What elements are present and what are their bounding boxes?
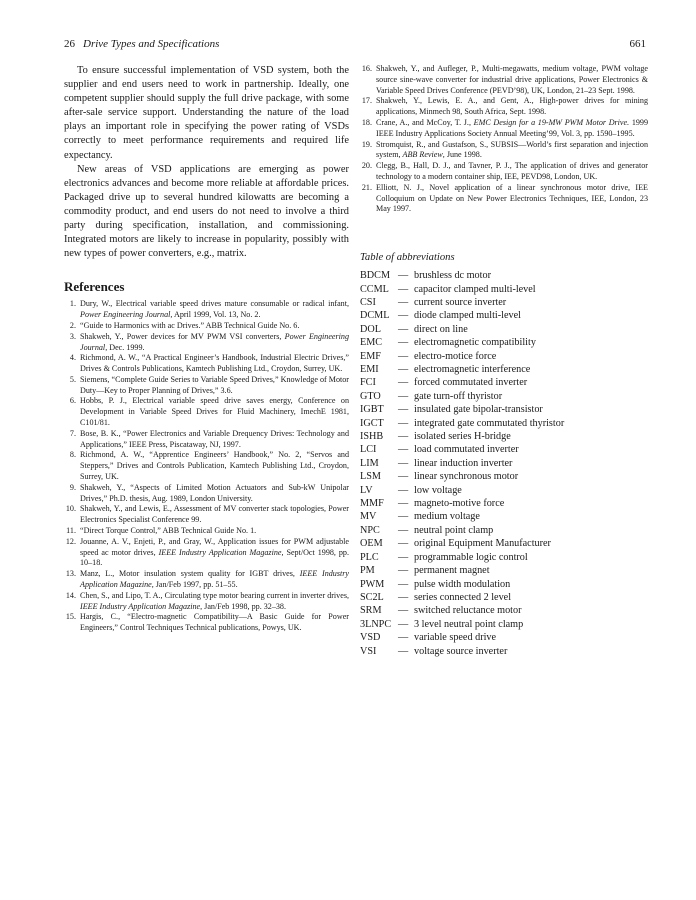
- reference-source: EMC Design for a 19-MW PWM Motor Drive.: [473, 117, 630, 127]
- chapter-title: Drive Types and Specifications: [83, 38, 220, 50]
- abbreviation-row: [360, 484, 648, 497]
- reference-number: 7.: [69, 428, 76, 438]
- abbreviation-row: [360, 564, 648, 577]
- abbreviation-dash: —: [398, 444, 409, 456]
- abbreviation-description: integrated gate commutated thyristor: [414, 417, 565, 429]
- abbreviations-list: [360, 269, 648, 658]
- abbreviation-dash: —: [398, 283, 409, 295]
- reference-text: Crane, A., and McCoy, T. J.,: [376, 117, 474, 127]
- abbreviation-dash: —: [398, 618, 409, 630]
- abbreviation-description: forced commutated inverter: [414, 377, 528, 389]
- reference-number: 3.: [69, 331, 76, 341]
- abbreviation-description: linear synchronous motor: [414, 471, 519, 483]
- reference-source: IEEE Industry Application Magazine: [158, 547, 282, 557]
- reference-text: Bose, B. K., “Power Electronics and Variable Drequency Drives: Technology and Applications,” IEEE Press, Piscataway, NJ, 1997.: [80, 428, 349, 449]
- reference-item: [64, 299, 349, 321]
- reference-text: , Dec. 1999.: [105, 342, 145, 352]
- reference-item: [64, 396, 349, 428]
- abbreviation-description: linear induction inverter: [414, 457, 513, 469]
- reference-item: [64, 483, 349, 505]
- abbreviation-code: DCML: [360, 310, 390, 322]
- abbreviation-row: [360, 604, 648, 617]
- reference-item: [64, 612, 349, 634]
- abbreviation-row: [360, 430, 648, 443]
- reference-text: Chen, S., and Lipo, T. A., Circulating type motor bearing current in inverter drives,: [80, 590, 349, 600]
- abbreviation-dash: —: [398, 538, 409, 550]
- abbreviation-dash: —: [398, 296, 409, 308]
- abbreviation-dash: —: [398, 605, 409, 617]
- abbreviation-description: switched reluctance motor: [414, 605, 522, 617]
- running-head: [64, 38, 219, 50]
- abbreviation-dash: —: [398, 645, 409, 657]
- body-text: [64, 64, 349, 261]
- reference-text: Shakweh, Y., Lewis, E. A., and Gent, A., High-power drives for mining applications, Minmech 98, South Africa, Sept. 1998.: [376, 96, 648, 117]
- reference-text: Richmond, A. W., “Apprentice Engineers’ Handbook,” No. 2, “Servos and Steppers,” Drives and Controls Publication, Kamtech Publishing Ltd., Croydon, Surrey, UK.: [80, 450, 349, 482]
- reference-item: [64, 537, 349, 569]
- abbreviation-dash: —: [398, 632, 409, 644]
- reference-number: 16.: [361, 64, 372, 73]
- reference-item: [64, 504, 349, 526]
- abbreviation-code: ISHB: [360, 431, 384, 443]
- reference-text: Shakweh, Y., Power devices for MV PWM VSI converters,: [80, 331, 285, 341]
- abbreviation-description: series connected 2 level: [414, 591, 512, 603]
- abbreviation-code: PWM: [360, 578, 385, 590]
- left-column: [64, 64, 349, 634]
- reference-text: Siemens, “Complete Guide Series to Variable Speed Drives,” Knowledge of Motor Duty—Key to Proper Planning of Drives,” 3.6.: [80, 374, 349, 395]
- reference-number: 6.: [69, 396, 76, 406]
- abbreviation-code: SC2L: [360, 591, 384, 603]
- reference-text: Elliott, N. J., Novel application of a linear synchronous motor drive, IEE Colloquium on Update on New Power Electronics Techniques, IEE, London, 23 May 1997.: [376, 182, 648, 214]
- abbreviation-row: [360, 403, 648, 416]
- reference-item: [360, 118, 648, 140]
- abbreviation-row: [360, 618, 648, 631]
- abbreviation-description: current source inverter: [414, 296, 507, 308]
- abbreviation-dash: —: [398, 390, 409, 402]
- reference-number: 10.: [65, 504, 76, 514]
- abbreviation-row: [360, 470, 648, 483]
- abbreviation-dash: —: [398, 431, 409, 443]
- reference-number: 5.: [69, 374, 76, 384]
- abbreviation-code: NPC: [360, 524, 380, 536]
- reference-item: [360, 183, 648, 215]
- abbreviation-dash: —: [398, 511, 409, 523]
- abbreviation-row: [360, 457, 648, 470]
- abbreviation-description: neutral point clamp: [414, 524, 494, 536]
- abbreviation-dash: —: [398, 578, 409, 590]
- reference-item: [360, 64, 648, 96]
- abbreviation-code: VSD: [360, 632, 381, 644]
- abbreviation-code: DOL: [360, 323, 381, 335]
- abbreviation-code: GTO: [360, 390, 381, 402]
- paragraph: New areas of VSD applications are emerging as power electronics advances and become more reliable at affordable prices. Packaged drive up to several hundred kilowatts are becoming a commodity product, and end users do not need to involve a third party during specification, installation, and commissioning. Integrated motors are likely to increase in popularity, possibly with new types of power converters, e.g., matrix.: [64, 163, 349, 260]
- reference-source: ABB Review: [402, 150, 443, 160]
- reference-text: Richmond, A. W., “A Practical Engineer’s Handbook, Industrial Electric Drives,” Drives & Controls Publications, Kamtech Publishing Ltd., Croydon, Surrey, UK.: [80, 353, 349, 374]
- reference-number: 9.: [69, 482, 76, 492]
- abbreviation-description: direct on line: [414, 323, 468, 335]
- abbreviation-code: LCI: [360, 444, 377, 456]
- abbreviation-description: permanent magnet: [414, 565, 490, 577]
- reference-number: 2.: [69, 320, 76, 330]
- references-list-left: [64, 299, 349, 634]
- abbreviation-dash: —: [398, 364, 409, 375]
- abbreviation-code: CSI: [360, 296, 376, 308]
- reference-text: Shakweh, Y., and Aufleger, P., Multi-megawatts, medium voltage, PWM voltage source sine-wave converter for industrial drive applications, Power Electronics & Variable Speed Drives Conference (PEVD’98), UK, London, 21–23 Sept. 1998.: [376, 64, 648, 95]
- abbreviation-code: EMC: [360, 337, 383, 349]
- abbreviation-code: VSI: [360, 645, 377, 657]
- abbreviation-code: EMI: [360, 364, 379, 375]
- abbreviation-description: pulse width modulation: [414, 578, 511, 590]
- reference-text: Hargis, C., “Electro-magnetic Compatibility—A Basic Guide for Power Engineers,” Control Techniques Technical publications, Powys, UK.: [80, 612, 349, 633]
- abbreviation-row: [360, 336, 648, 349]
- abbreviation-description: gate turn-off thyristor: [414, 390, 503, 402]
- abbreviation-description: electromagnetic compatibility: [414, 337, 536, 349]
- reference-text: Hobbs, P. J., Electrical variable speed drive saves energy, Conference on Development in Variable Speed Drives for Fluid Machinery, ImechE 1981, C101/81.: [80, 396, 349, 428]
- abbreviation-description: original Equipment Manufacturer: [414, 538, 551, 550]
- abbreviation-row: [360, 309, 648, 322]
- reference-item: [64, 591, 349, 613]
- abbreviation-code: OEM: [360, 538, 383, 550]
- abbreviation-dash: —: [398, 484, 409, 496]
- abbreviation-code: SRM: [360, 605, 382, 617]
- references-heading: References: [64, 279, 125, 295]
- reference-source: Power Engineering Journal: [80, 331, 350, 352]
- abbreviation-dash: —: [398, 551, 409, 563]
- abbreviation-dash: —: [398, 457, 409, 469]
- reference-source: IEEE Industry Application Magazine: [80, 601, 201, 611]
- abbreviation-row: [360, 296, 648, 309]
- abbreviation-code: PM: [360, 565, 375, 577]
- reference-text: Clegg, B., Hall, D. J., and Tavner, P. J., The application of drives and generator technology to a modern container ship, IEE, PEVD98, London, UK.: [376, 161, 648, 181]
- reference-text: Manz, L., Motor insulation system quality for IGBT drives,: [80, 569, 300, 579]
- abbreviation-code: FCI: [360, 377, 376, 389]
- abbreviation-code: IGBT: [360, 404, 384, 416]
- abbreviation-row: [360, 497, 648, 510]
- abbreviation-row: [360, 537, 648, 550]
- reference-number: 17.: [361, 96, 372, 106]
- reference-text: , Jan/Feb 1998, pp. 32–38.: [200, 601, 287, 611]
- abbreviation-row: [360, 645, 648, 658]
- abbreviation-description: isolated series H-bridge: [414, 431, 511, 443]
- abbreviation-description: capacitor clamped multi-level: [414, 283, 536, 295]
- reference-number: 13.: [65, 569, 76, 579]
- reference-text: , Sept/Oct 1998, pp. 10–18.: [80, 547, 349, 568]
- abbreviation-dash: —: [398, 417, 409, 429]
- abbreviation-code: PLC: [360, 551, 379, 563]
- abbreviation-row: [360, 323, 648, 336]
- reference-item: [360, 140, 648, 162]
- reference-item: [64, 569, 349, 591]
- abbreviation-dash: —: [398, 524, 409, 536]
- reference-item: [360, 96, 648, 118]
- reference-number: 1.: [69, 299, 76, 309]
- reference-text: , April 1999, Vol. 13, No. 2.: [170, 310, 261, 320]
- abbreviation-description: magneto-motive force: [414, 498, 505, 510]
- abbreviation-dash: —: [398, 377, 409, 389]
- abbreviation-description: medium voltage: [414, 511, 480, 523]
- abbreviation-dash: —: [398, 323, 409, 335]
- reference-text: 1999 IEEE Industry Applications Society Annual Meeting’99, Vol. 3, pp. 1590–1995.: [376, 117, 649, 138]
- abbreviation-dash: —: [398, 471, 409, 483]
- reference-text: “Direct Torque Control,” ABB Technical Guide No. 1.: [80, 526, 257, 536]
- abbreviation-row: [360, 591, 648, 604]
- abbreviation-row: [360, 524, 648, 537]
- reference-item: [64, 375, 349, 397]
- abbreviation-description: insulated gate bipolar-transistor: [414, 404, 543, 416]
- abbreviation-description: electromagnetic interference: [414, 364, 531, 375]
- reference-number: 14.: [65, 590, 76, 600]
- reference-item: [64, 353, 349, 375]
- paragraph: To ensure successful implementation of VSD system, both the supplier and end users need to work in partnership. Ideally, one competent supplier should supply the full drive package, with some after-sale service support. Understanding the nature of the load plays an important role in specifying the power rating of VSDs correctly to meet performance requirements and required life expectancy.: [64, 65, 349, 161]
- abbreviation-code: 3LNPC: [360, 618, 392, 630]
- abbreviation-code: CCML: [360, 283, 389, 295]
- reference-number: 12.: [65, 536, 76, 546]
- page-number: 661: [629, 38, 646, 50]
- abbreviation-description: load commutated inverter: [414, 444, 519, 456]
- abbreviation-dash: —: [398, 270, 409, 282]
- abbreviation-row: [360, 417, 648, 430]
- abbreviation-row: [360, 350, 648, 363]
- abbreviation-row: [360, 510, 648, 523]
- abbreviation-code: BDCM: [360, 270, 391, 282]
- abbreviation-description: electro-motice force: [414, 350, 497, 362]
- abbreviation-row: [360, 376, 648, 389]
- abbreviation-dash: —: [398, 565, 409, 577]
- reference-number: 8.: [69, 450, 76, 460]
- abbreviation-code: LIM: [360, 457, 379, 469]
- abbreviation-row: [360, 283, 648, 296]
- abbreviation-row: [360, 269, 648, 282]
- chapter-page-number: 26: [64, 38, 75, 50]
- reference-number: 15.: [65, 612, 76, 622]
- reference-item: [64, 450, 349, 482]
- reference-text: “Guide to Harmonics with ac Drives.” ABB Technical Guide No. 6.: [80, 320, 300, 330]
- abbreviation-code: IGCT: [360, 417, 384, 429]
- abbreviation-code: LV: [360, 484, 373, 496]
- reference-text: , June 1998.: [442, 150, 482, 160]
- abbreviation-row: [360, 390, 648, 403]
- reference-item: [64, 526, 349, 537]
- reference-number: 4.: [69, 353, 76, 363]
- abbreviation-row: [360, 631, 648, 644]
- abbreviation-row: [360, 578, 648, 591]
- references-list-right: [360, 64, 648, 215]
- reference-text: Shakweh, Y., and Lewis, E., Assessment of MV converter stack topologies, Power Electronics Specialist Conference 99.: [80, 504, 349, 525]
- reference-item: [64, 321, 349, 332]
- reference-item: [360, 161, 648, 183]
- abbreviation-dash: —: [398, 350, 409, 362]
- abbreviation-dash: —: [398, 337, 409, 349]
- abbreviation-dash: —: [398, 591, 409, 603]
- abbreviation-description: programmable logic control: [414, 551, 528, 563]
- abbreviation-dash: —: [398, 498, 409, 510]
- abbreviation-description: variable speed drive: [414, 632, 497, 644]
- abbreviation-code: LSM: [360, 471, 381, 483]
- reference-text: Stromquist, R., and Gustafson, S., SUBSIS—World’s first separation and injection system,: [376, 139, 648, 160]
- reference-number: 11.: [66, 526, 76, 536]
- abbreviation-description: voltage source inverter: [414, 645, 508, 657]
- abbreviation-code: EMF: [360, 350, 381, 362]
- abbreviation-row: [360, 551, 648, 564]
- reference-item: [64, 332, 349, 354]
- reference-item: [64, 429, 349, 451]
- abbreviations-title: Table of abbreviations: [360, 252, 455, 264]
- abbreviation-description: 3 level neutral point clamp: [414, 618, 524, 630]
- reference-source: Power Engineering Journal: [80, 310, 171, 320]
- abbreviation-dash: —: [398, 404, 409, 416]
- abbreviation-description: brushless dc motor: [414, 270, 491, 282]
- abbreviation-code: MV: [360, 511, 377, 523]
- reference-text: Shakweh, Y., “Aspects of Limited Motion Actuators and Sub-kW Unipolar Drives,” Ph.D. thesis, Aug. 1989, London University.: [80, 482, 349, 503]
- abbreviation-row: [360, 443, 648, 456]
- reference-text: , Jan/Feb 1997, pp. 51–55.: [151, 580, 238, 590]
- abbreviation-code: MMF: [360, 498, 384, 510]
- reference-text: Jouanne, A. V., Enjeti, P., and Gray, W., Application issues for PWM adjustable speed ac motor drives,: [80, 536, 349, 557]
- reference-number: 21.: [361, 182, 372, 192]
- reference-number: 18.: [361, 117, 372, 127]
- reference-number: 20.: [361, 161, 372, 171]
- right-column: [360, 64, 648, 658]
- abbreviation-row: [360, 363, 648, 376]
- reference-source: IEEE Industry Application Magazine: [80, 569, 349, 590]
- reference-text: Dury, W., Electrical variable speed drives mature consumable or radical infant,: [80, 299, 349, 309]
- reference-number: 19.: [361, 139, 372, 149]
- abbreviation-description: low voltage: [414, 484, 462, 496]
- abbreviation-dash: —: [398, 310, 409, 322]
- abbreviation-description: diode clamped multi-level: [414, 310, 521, 322]
